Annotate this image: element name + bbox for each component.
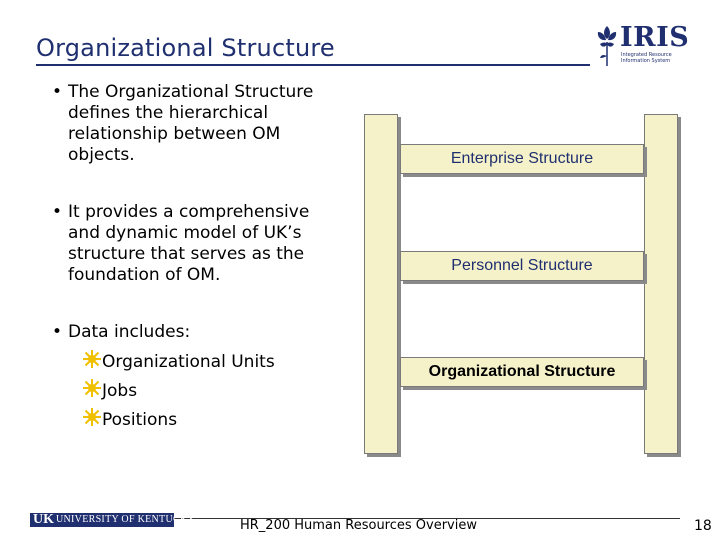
enterprise-structure-box: Enterprise Structure xyxy=(400,144,644,174)
sub-item-text: Positions xyxy=(102,410,178,430)
bullet-marker: • xyxy=(52,202,63,222)
bullet-text: It provides a comprehensive and dynamic model of UK’s structure that serves as the foundation of OM. xyxy=(68,202,310,285)
iris-logo xyxy=(594,22,690,68)
logo-subtitle-2: Information System xyxy=(621,58,671,64)
sunburst-icon xyxy=(82,378,102,398)
course-title: HR_200 Human Resources Overview xyxy=(240,518,477,533)
sub-item-text: Organizational Units xyxy=(102,352,275,372)
logo-wordmark: IRIS xyxy=(620,22,690,53)
organizational-structure-box: Organizational Structure xyxy=(400,357,644,387)
uk-logo-text: UNIVERSITY OF KENTUCKY xyxy=(56,514,196,525)
uk-logo xyxy=(30,512,196,527)
sunburst-icon xyxy=(82,407,102,427)
sub-item-text: Jobs xyxy=(102,381,138,401)
right-pillar xyxy=(644,114,678,454)
logo-subtitle-1: Integrated Resource xyxy=(621,52,672,58)
bullet-marker: • xyxy=(52,82,63,102)
sunburst-icon xyxy=(82,349,102,369)
bullet-text: The Organizational Structure defines the hierarchical relationship between OM objects. xyxy=(68,82,314,165)
left-pillar xyxy=(364,114,398,454)
personnel-structure-box: Personnel Structure xyxy=(400,251,644,281)
page-number: 18 xyxy=(694,518,712,534)
uk-logo-abbrev: UK xyxy=(33,512,54,527)
bullet-marker: • xyxy=(52,322,63,342)
iris-flower-icon xyxy=(594,22,620,68)
bullet-text: Data includes: xyxy=(68,322,191,342)
slide-title: Organizational Structure xyxy=(36,34,335,62)
title-divider xyxy=(36,64,590,66)
